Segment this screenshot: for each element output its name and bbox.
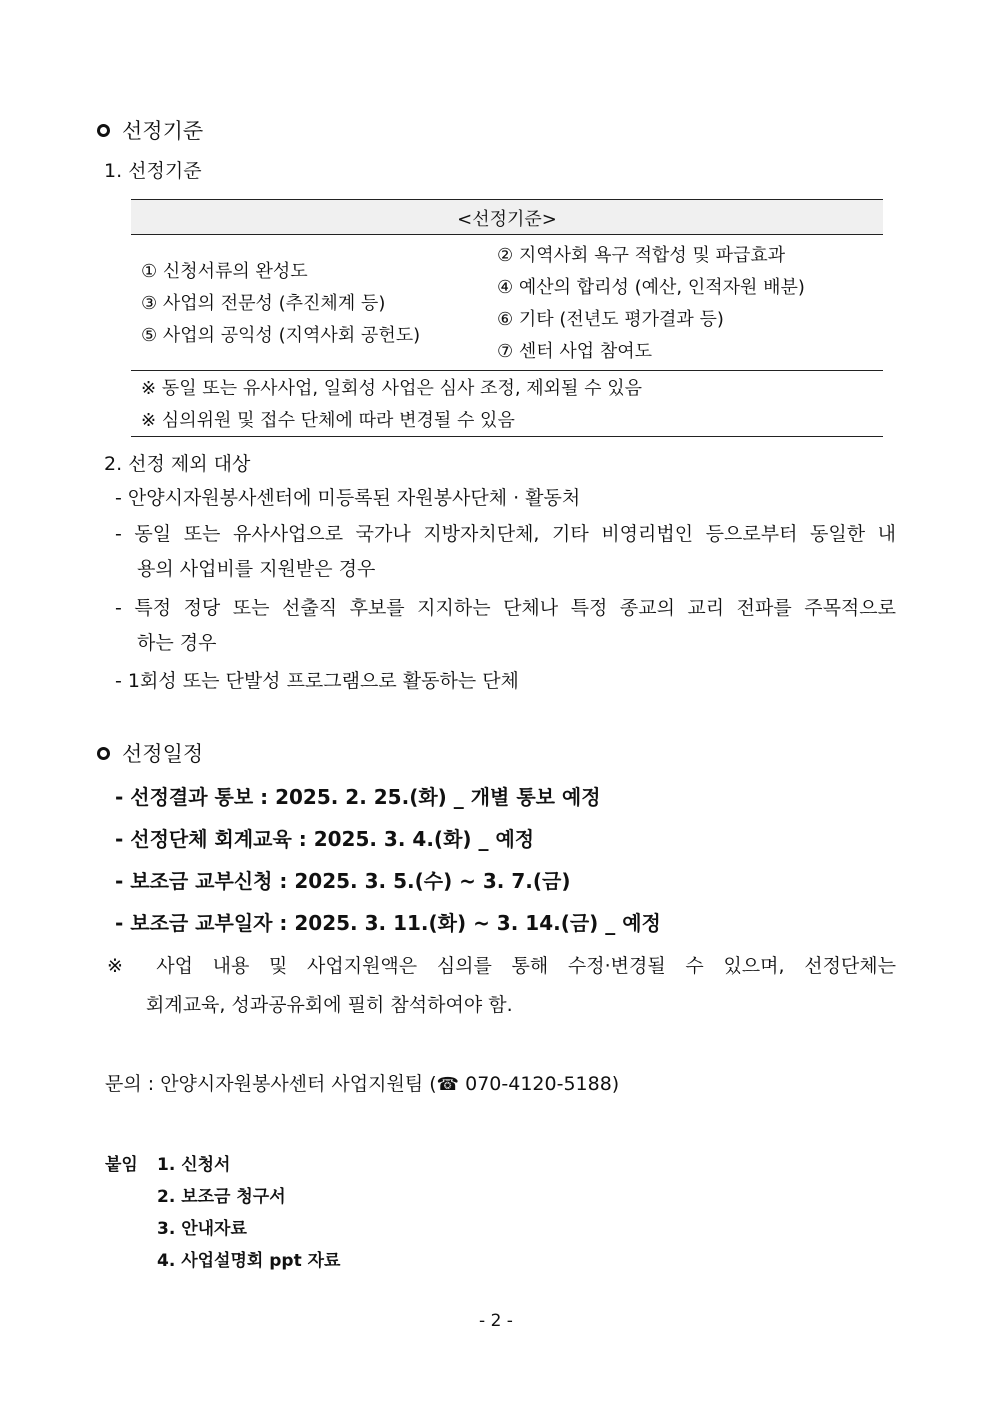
exclusion-item: - 동일 또는 유사사업으로 국가나 지방자치단체, 기타 비영리법인 등으로부터 동일한 내 [115, 523, 896, 545]
table-bottom-border [131, 436, 883, 437]
attachment-item: 2. 보조금 청구서 [157, 1187, 286, 1207]
schedule-item: - 보조금 교부신청 : 2025. 3. 5.(수) ~ 3. 7.(금) [115, 869, 571, 893]
schedule-item: - 선정단체 회계교육 : 2025. 3. 4.(화) _ 예정 [115, 827, 535, 851]
table-header: <선정기준> [457, 209, 557, 230]
schedule-note: ※ 사업 내용 및 사업지원액은 심의를 통해 수정·변경될 수 있으며, 선정단체는 [107, 955, 896, 977]
criteria-item: ③ 사업의 전문성 (추진체계 등) [141, 293, 386, 314]
section-title-text: 선정기준 [122, 119, 204, 143]
subheading-criteria: 1. 선정기준 [104, 160, 202, 182]
contact-prefix: 문의 : 안양시자원봉사센터 사업지원팀 ( [105, 1073, 437, 1095]
criteria-item: ④ 예산의 합리성 (예산, 인적자원 배분) [497, 277, 805, 298]
schedule-note-cont: 회계교육, 성과공유회에 필히 참석하여야 함. [146, 994, 513, 1016]
exclusion-item-cont: 용의 사업비를 지원받은 경우 [137, 558, 376, 580]
section-title-schedule [97, 738, 203, 768]
contact-phone: 070-4120-5188) [465, 1073, 620, 1095]
attachment-item: 3. 안내자료 [157, 1219, 247, 1239]
table-note: ※ 동일 또는 유사사업, 일회성 사업은 심사 조정, 제외될 수 있음 [141, 378, 643, 399]
section-title-selection-criteria [97, 115, 203, 145]
criteria-item: ① 신청서류의 완성도 [141, 261, 308, 282]
bullet-circle-icon [97, 124, 110, 137]
schedule-item: - 보조금 교부일자 : 2025. 3. 11.(화) ~ 3. 14.(금) _ 예정 [115, 911, 661, 935]
attachment-item: 1. 신청서 [157, 1155, 231, 1175]
page-number: - 2 - [479, 1311, 513, 1331]
criteria-item: ⑥ 기타 (전년도 평가결과 등) [497, 309, 724, 330]
criteria-item: ⑤ 사업의 공익성 (지역사회 공헌도) [141, 325, 421, 346]
section-title-text: 선정일정 [122, 742, 204, 766]
table-notes-divider [131, 370, 883, 371]
subheading-exclusions: 2. 선정 제외 대상 [104, 453, 251, 475]
exclusion-item: - 안양시자원봉사센터에 미등록된 자원봉사단체 · 활동처 [115, 487, 581, 509]
contact-line [105, 1069, 619, 1096]
criteria-item: ⑦ 센터 사업 참여도 [497, 341, 653, 362]
bullet-circle-icon [97, 747, 110, 760]
attachment-item: 4. 사업설명회 ppt 자료 [157, 1251, 341, 1271]
exclusion-item: - 특정 정당 또는 선출직 후보를 지지하는 단체나 특정 종교의 교리 전파를 주목적으로 [115, 597, 896, 619]
exclusion-item: - 1회성 또는 단발성 프로그램으로 활동하는 단체 [115, 670, 519, 692]
criteria-item: ② 지역사회 욕구 적합성 및 파급효과 [497, 245, 786, 266]
phone-icon: ☎ [436, 1074, 460, 1095]
schedule-item: - 선정결과 통보 : 2025. 2. 25.(화) _ 개별 통보 예정 [115, 785, 601, 809]
table-note: ※ 심의위원 및 접수 단체에 따라 변경될 수 있음 [141, 410, 515, 431]
attachments-label: 붙임 [105, 1155, 138, 1175]
exclusion-item-cont: 하는 경우 [137, 632, 217, 654]
table-header-divider [131, 234, 883, 235]
